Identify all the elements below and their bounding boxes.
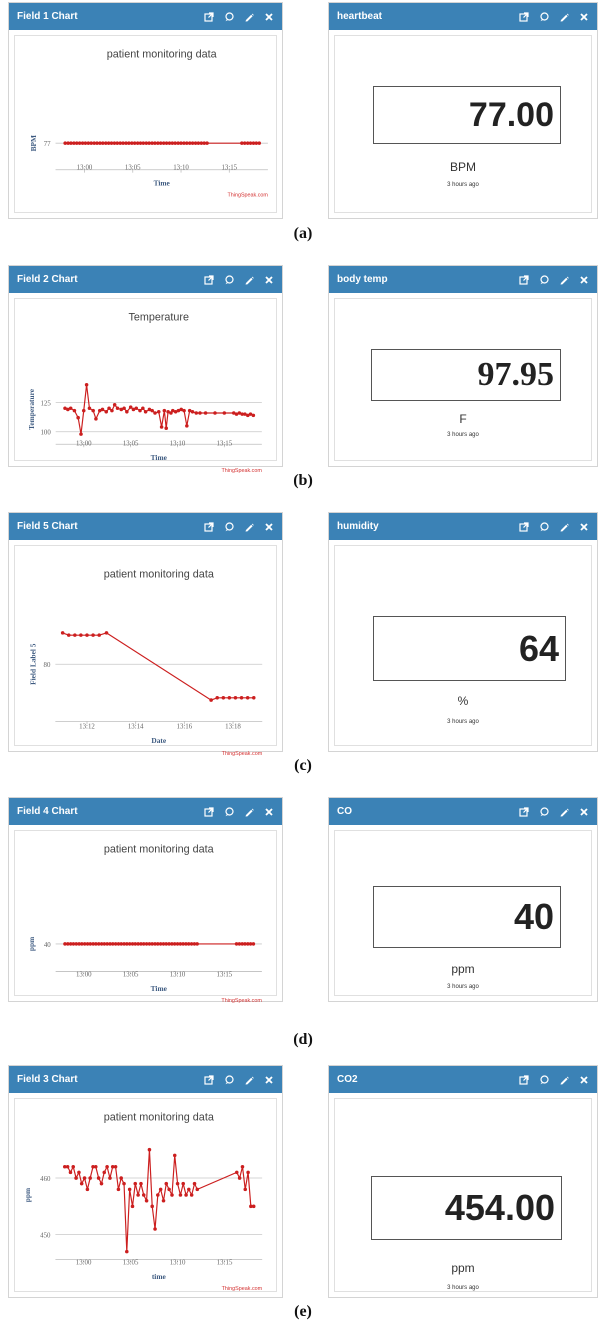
data-point — [105, 1165, 109, 1169]
x-tick-label: 13:00 — [76, 164, 93, 172]
chart-title: patient monitoring data — [103, 1111, 214, 1124]
y-axis-label: ppm — [22, 1187, 32, 1203]
x-tick-label: 13:05 — [122, 440, 139, 448]
pencil-icon[interactable] — [243, 274, 254, 285]
x-tick-label: 13:15 — [216, 1259, 233, 1267]
data-point — [85, 383, 89, 387]
panel-actions — [203, 274, 274, 285]
data-point — [80, 1182, 84, 1186]
data-point — [185, 424, 189, 428]
comment-icon[interactable] — [538, 274, 549, 285]
data-point — [86, 1188, 90, 1192]
y-axis-label: BPM — [28, 134, 38, 152]
data-point — [257, 141, 261, 145]
numeric-widget-panel — [328, 265, 598, 467]
data-point — [135, 406, 139, 410]
external-link-icon[interactable] — [203, 1074, 214, 1085]
external-link-icon[interactable] — [518, 11, 529, 22]
data-point — [173, 1154, 177, 1158]
pencil-icon[interactable] — [558, 521, 569, 532]
data-point — [235, 1171, 239, 1175]
data-point — [128, 1188, 132, 1192]
comment-icon[interactable] — [223, 806, 234, 817]
value-display: 64 — [373, 616, 566, 681]
comment-icon[interactable] — [538, 11, 549, 22]
pencil-icon[interactable] — [558, 1074, 569, 1085]
panel-actions — [518, 521, 589, 532]
external-link-icon[interactable] — [518, 521, 529, 532]
data-point — [204, 411, 208, 415]
pencil-icon[interactable] — [558, 11, 569, 22]
close-icon[interactable] — [578, 274, 589, 285]
last-updated: 3 hours ago — [447, 432, 479, 438]
x-tick-label: 13:00 — [75, 971, 92, 979]
panel-title: humidity — [337, 521, 379, 532]
data-point — [159, 1188, 163, 1192]
value-display: 40 — [373, 886, 561, 948]
data-point — [116, 406, 120, 410]
chart-title: patient monitoring data — [106, 48, 217, 61]
data-point — [102, 1171, 106, 1175]
x-tick-label: 13:00 — [75, 1259, 92, 1267]
value-display: 97.95 — [371, 349, 561, 401]
panel-header — [329, 798, 597, 825]
data-point — [165, 1182, 169, 1186]
data-point — [101, 408, 105, 412]
close-icon[interactable] — [578, 521, 589, 532]
pencil-icon[interactable] — [558, 806, 569, 817]
data-point — [133, 1182, 137, 1186]
data-point — [145, 1199, 149, 1203]
data-point — [69, 406, 73, 410]
panel-header — [329, 3, 597, 30]
x-tick-label: 13:16 — [176, 723, 193, 731]
numeric-widget-panel — [328, 2, 598, 219]
data-point — [246, 1171, 250, 1175]
panel-title: Field 1 Chart — [17, 11, 78, 22]
data-point — [167, 1188, 171, 1192]
close-icon[interactable] — [578, 11, 589, 22]
chart-panel — [8, 512, 283, 757]
x-tick-label: 13:12 — [79, 723, 95, 731]
data-point — [252, 942, 256, 946]
subfigure-label: (d) — [293, 1031, 313, 1048]
data-point — [222, 696, 226, 700]
comment-icon[interactable] — [223, 521, 234, 532]
data-point — [88, 406, 92, 410]
chart-panel — [8, 797, 283, 1002]
external-link-icon[interactable] — [203, 274, 214, 285]
panel-title: Field 5 Chart — [17, 521, 78, 532]
data-point — [100, 1182, 104, 1186]
panel-header — [9, 798, 282, 825]
unit-label: ppm — [451, 962, 475, 976]
numeric-widget-panel — [328, 512, 598, 752]
unit-label: BPM — [449, 160, 476, 174]
panel-header — [9, 1066, 282, 1093]
last-updated: 3 hours ago — [447, 182, 479, 188]
data-point — [252, 1205, 256, 1209]
data-point — [252, 696, 256, 700]
data-point — [163, 409, 167, 413]
close-icon[interactable] — [263, 521, 274, 532]
external-link-icon[interactable] — [518, 274, 529, 285]
data-point — [196, 1188, 200, 1192]
unit-label: ppm — [451, 1261, 475, 1275]
numeric-widget-panel — [328, 797, 598, 1002]
external-link-icon[interactable] — [518, 806, 529, 817]
x-tick-label: 13:14 — [127, 723, 144, 731]
y-tick-label: 77 — [43, 141, 51, 149]
panel-header — [9, 3, 282, 30]
x-tick-label: 13:18 — [225, 723, 241, 731]
close-icon[interactable] — [263, 806, 274, 817]
data-point — [110, 409, 114, 413]
data-point — [91, 633, 95, 637]
x-tick-label: 13:10 — [173, 164, 189, 172]
chart-panel — [8, 1065, 283, 1298]
data-point — [190, 1193, 194, 1197]
value-display: 77.00 — [373, 86, 561, 144]
y-axis-label: Field Label 5 — [28, 643, 38, 685]
data-point — [77, 1171, 81, 1175]
data-point — [148, 1148, 152, 1152]
x-tick-label: 13:15 — [221, 164, 238, 172]
data-point — [79, 432, 83, 436]
data-point — [114, 1165, 118, 1169]
x-tick-label: 13:00 — [75, 440, 92, 448]
data-point — [129, 405, 133, 409]
data-point — [160, 425, 164, 429]
data-point — [234, 696, 238, 700]
panel-actions — [203, 11, 274, 22]
chart-body — [14, 545, 277, 757]
line-chart — [15, 299, 276, 474]
subfigure-label: (e) — [294, 1303, 312, 1320]
data-point — [139, 1182, 143, 1186]
data-point — [150, 1205, 154, 1209]
line-chart — [15, 546, 276, 757]
data-point — [122, 406, 126, 410]
data-point — [117, 1188, 121, 1192]
data-point — [181, 1182, 185, 1186]
data-point — [240, 696, 244, 700]
x-tick-label: 13:10 — [169, 1259, 186, 1267]
pencil-icon[interactable] — [558, 274, 569, 285]
panel-title: body temp — [337, 274, 388, 285]
panel-actions — [203, 1074, 274, 1085]
data-point — [138, 409, 142, 413]
panel-title: CO — [337, 806, 352, 817]
series-line — [63, 633, 254, 700]
subfigure-label: (b) — [293, 472, 313, 489]
subfigure-label: (a) — [293, 225, 313, 242]
data-point — [228, 696, 232, 700]
data-point — [194, 411, 198, 415]
chart-credit: ThingSpeak.com — [221, 997, 262, 1004]
panel-actions — [518, 1074, 589, 1085]
data-point — [150, 409, 154, 413]
x-tick-label: 13:15 — [216, 971, 233, 979]
chart-title: Temperature — [128, 311, 190, 324]
close-icon[interactable] — [578, 806, 589, 817]
y-tick-label: 125 — [40, 400, 51, 408]
chart-credit: ThingSpeak.com — [221, 467, 262, 474]
close-icon[interactable] — [263, 274, 274, 285]
data-point — [141, 406, 145, 410]
data-point — [184, 1193, 188, 1197]
chart-body — [14, 298, 277, 474]
last-updated: 3 hours ago — [447, 1285, 479, 1291]
widget-body — [334, 545, 592, 746]
data-point — [252, 414, 256, 418]
x-tick-label: 13:10 — [169, 440, 186, 448]
data-point — [193, 1182, 197, 1186]
chart-credit: ThingSpeak.com — [221, 750, 263, 757]
unit-label: % — [457, 694, 469, 708]
comment-icon[interactable] — [538, 1074, 549, 1085]
data-point — [88, 1176, 92, 1180]
line-chart — [15, 831, 276, 1004]
data-point — [198, 411, 202, 415]
y-tick-label: 40 — [43, 941, 51, 949]
panel-actions — [203, 521, 274, 532]
last-updated: 3 hours ago — [447, 719, 479, 725]
data-point — [71, 1165, 75, 1169]
panel-title: CO2 — [337, 1074, 358, 1085]
data-point — [85, 633, 89, 637]
x-tick-label: 13:05 — [124, 164, 141, 172]
widget-body — [334, 298, 592, 461]
close-icon[interactable] — [263, 11, 274, 22]
pencil-icon[interactable] — [243, 806, 254, 817]
pencil-icon[interactable] — [243, 521, 254, 532]
data-point — [223, 411, 227, 415]
data-point — [73, 409, 77, 413]
data-point — [205, 141, 209, 145]
data-point — [67, 633, 71, 637]
y-axis-label: ppm — [27, 936, 37, 952]
external-link-icon[interactable] — [518, 1074, 529, 1085]
value-display: 454.00 — [371, 1176, 562, 1240]
external-link-icon[interactable] — [203, 806, 214, 817]
chart-panel — [8, 2, 283, 219]
x-axis-label: Time — [153, 178, 170, 188]
line-chart — [15, 1099, 276, 1291]
y-tick-label: 100 — [40, 429, 51, 437]
last-updated: 3 hours ago — [447, 984, 479, 990]
data-point — [209, 698, 213, 702]
pencil-icon[interactable] — [243, 11, 254, 22]
panel-actions — [518, 806, 589, 817]
panel-header — [9, 266, 282, 293]
panel-actions — [203, 806, 274, 817]
data-point — [179, 1193, 183, 1197]
panel-title: Field 4 Chart — [17, 806, 78, 817]
subfigure-label: (c) — [294, 757, 312, 774]
data-point — [131, 1205, 135, 1209]
data-point — [105, 631, 109, 635]
close-icon[interactable] — [263, 1074, 274, 1085]
data-point — [170, 1193, 174, 1197]
data-point — [246, 696, 250, 700]
numeric-widget-panel — [328, 1065, 598, 1298]
chart-panel — [8, 265, 283, 474]
data-point — [142, 1193, 146, 1197]
data-point — [187, 1188, 191, 1192]
x-tick-label: 13:05 — [122, 971, 139, 979]
close-icon[interactable] — [578, 1074, 589, 1085]
data-point — [125, 1250, 129, 1254]
widget-body — [334, 35, 592, 213]
data-point — [113, 403, 117, 407]
data-point — [83, 1176, 87, 1180]
data-point — [97, 633, 101, 637]
data-point — [156, 1193, 160, 1197]
panel-actions — [518, 274, 589, 285]
chart-body — [14, 35, 277, 213]
y-tick-label: 460 — [40, 1175, 51, 1183]
widget-body — [334, 1098, 592, 1292]
data-point — [176, 1182, 180, 1186]
x-tick-label: 13:10 — [169, 971, 186, 979]
data-point — [153, 1227, 157, 1231]
data-point — [104, 410, 108, 414]
external-link-icon[interactable] — [203, 11, 214, 22]
comment-icon[interactable] — [538, 521, 549, 532]
data-point — [119, 1176, 123, 1180]
chart-credit: ThingSpeak.com — [227, 192, 268, 199]
data-point — [97, 1176, 101, 1180]
unit-label: F — [459, 412, 467, 426]
data-point — [238, 1176, 242, 1180]
widget-body — [334, 830, 592, 996]
data-point — [213, 411, 217, 415]
data-point — [191, 410, 195, 414]
data-point — [162, 1199, 166, 1203]
data-point — [107, 406, 111, 410]
comment-icon[interactable] — [223, 11, 234, 22]
data-point — [243, 1188, 247, 1192]
panel-title: Field 2 Chart — [17, 274, 78, 285]
line-chart — [15, 36, 276, 212]
data-point — [241, 1165, 245, 1169]
data-point — [61, 631, 65, 635]
chart-title: patient monitoring data — [103, 843, 214, 856]
data-point — [136, 1193, 140, 1197]
panel-header — [329, 266, 597, 293]
panel-title: heartbeat — [337, 11, 383, 22]
panel-actions — [518, 11, 589, 22]
data-point — [108, 1176, 112, 1180]
data-point — [91, 409, 95, 413]
data-point — [144, 410, 148, 414]
chart-body — [14, 1098, 277, 1292]
x-axis-label: Date — [151, 736, 167, 746]
chart-title: patient monitoring data — [103, 568, 214, 581]
panel-header — [9, 513, 282, 540]
data-point — [94, 1165, 98, 1169]
data-point — [122, 1182, 126, 1186]
x-tick-label: 13:05 — [122, 1259, 139, 1267]
data-point — [125, 410, 129, 414]
data-point — [164, 426, 168, 430]
x-axis-label: Time — [150, 453, 167, 462]
data-point — [69, 1171, 73, 1175]
data-point — [79, 633, 83, 637]
x-tick-label: 13:15 — [216, 440, 233, 448]
panel-title: Field 3 Chart — [17, 1074, 78, 1085]
data-point — [182, 409, 186, 413]
data-point — [195, 942, 199, 946]
data-point — [157, 410, 161, 414]
comment-icon[interactable] — [538, 806, 549, 817]
data-point — [215, 696, 219, 700]
y-tick-label: 450 — [40, 1232, 51, 1240]
pencil-icon[interactable] — [243, 1074, 254, 1085]
data-point — [82, 409, 86, 413]
panel-header — [329, 513, 597, 540]
comment-icon[interactable] — [223, 1074, 234, 1085]
x-axis-label: Time — [150, 984, 167, 994]
panel-header — [329, 1066, 597, 1093]
data-point — [73, 633, 77, 637]
data-point — [76, 416, 80, 420]
y-axis-label: Temperature — [27, 388, 37, 430]
x-axis-label: time — [151, 1272, 166, 1282]
comment-icon[interactable] — [223, 274, 234, 285]
chart-body — [14, 830, 277, 1004]
external-link-icon[interactable] — [203, 521, 214, 532]
data-point — [153, 411, 157, 415]
data-point — [94, 417, 98, 421]
chart-credit: ThingSpeak.com — [221, 1286, 263, 1293]
data-point — [74, 1176, 78, 1180]
y-tick-label: 80 — [43, 662, 51, 670]
data-point — [66, 1165, 70, 1169]
